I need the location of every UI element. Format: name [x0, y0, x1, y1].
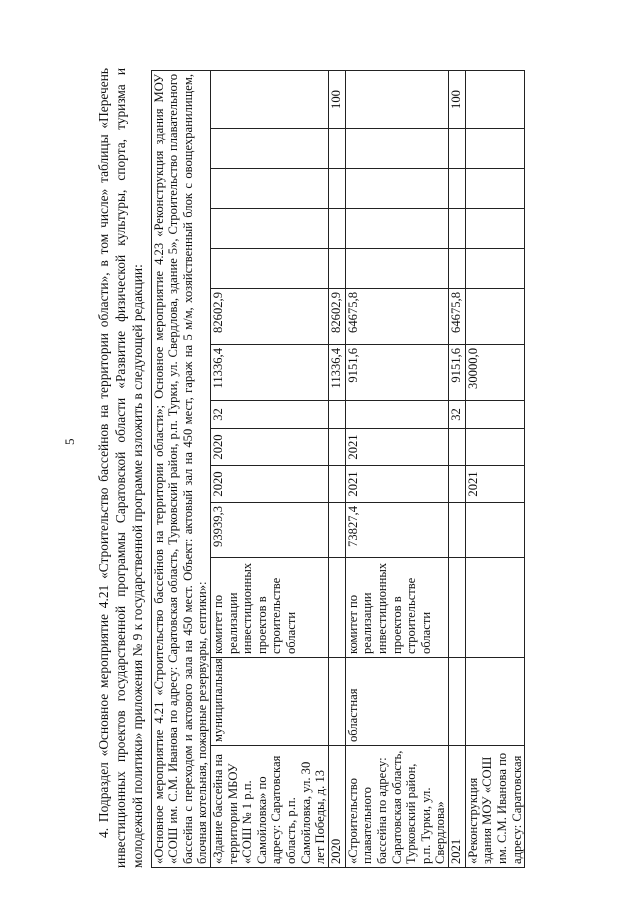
cell-value-5 — [448, 169, 465, 209]
cell-value-4 — [448, 209, 465, 249]
table-intro-row — [151, 70, 210, 867]
cell-value-4 — [345, 209, 448, 249]
cell-name: «Строительство плавательного бассейна по адресу: Саратовская область, Турковский район, р.п. Турки, ул. Свердлова» — [345, 746, 448, 868]
cell-level — [328, 658, 345, 746]
cell-value-1: 11336,4 — [210, 345, 328, 401]
cell-value-4 — [465, 209, 524, 249]
investment-projects-table — [151, 70, 526, 868]
cell-value-7: 100 — [328, 70, 345, 128]
cell-start: 2021 — [345, 466, 448, 503]
section-heading-text: 4. Подраздел «Основное мероприятие 4.21 «Строительство бассейнов на территории области», в том числе» таблицы «Перечень инвестиционных проектов государственной программы Саратовской области «Развитие физической культуры, спорта, туризма и молодежной политики» приложения № 9 к государственной программе изложить в следующей редакции: — [96, 68, 146, 868]
cell-value-2: 64675,8 — [448, 289, 465, 345]
cell-level — [465, 658, 524, 746]
cell-name: «Реконструкция здания МОУ «СОШ им. С.М. Иванова по адресу: Саратовская — [465, 746, 524, 868]
table-row — [448, 70, 465, 867]
cell-end — [448, 429, 465, 466]
cell-level — [448, 658, 465, 746]
cell-value-6 — [328, 129, 345, 169]
cell-end: 2020 — [210, 429, 328, 466]
section-heading — [95, 68, 147, 868]
cell-level: областная — [345, 658, 448, 746]
cell-value-4 — [328, 209, 345, 249]
table-row — [465, 70, 524, 867]
cell-value-1: 30000,0 — [465, 345, 524, 401]
cell-name: «Здание бассейна на территории МБОУ «СОШ № 1 р.п. Самойловка» по адресу: Саратовская область, р.п. Самойловка, ул. 30 лет Победы, д. 13 — [210, 746, 328, 868]
cell-value-2: 82602,9 — [210, 289, 328, 345]
cell-value-3 — [328, 249, 345, 289]
cell-value-2: 64675,8 — [345, 289, 448, 345]
table-intro-cell: «Основное мероприятие 4.21 «Строительство бассейнов на территории области»; Основное мероприятие 4.23 «Реконструкция здания МОУ «СОШ им. С.М. Иванова по адресу: Саратовская область, Турковский район, р.п. Турки, ул. Свердлова, здание 5», Строительство плавательного бассейна с переходом и актового зала на 450 мест. Объект: актовый зал на 450 мест, гараж на 5 м/м, хозяйственный блок с овощехранилищем, блочная котельная, пожарные резервуары, септики»: — [151, 70, 210, 867]
cell-value-3 — [465, 249, 524, 289]
cell-value-1: 9151,6 — [345, 345, 448, 401]
cell-value-6 — [345, 129, 448, 169]
cell-customer — [465, 558, 524, 658]
cell-capacity — [465, 401, 524, 429]
cell-value-6 — [465, 129, 524, 169]
cell-customer — [328, 558, 345, 658]
cell-cost: 73827,4 — [345, 503, 448, 558]
cell-capacity — [345, 401, 448, 429]
rotated-page-content — [95, 68, 640, 868]
cell-value-2: 82602,9 — [328, 289, 345, 345]
cell-value-3 — [448, 249, 465, 289]
cell-start: 2021 — [465, 466, 524, 503]
cell-name: 2020 — [328, 746, 345, 868]
cell-value-7 — [465, 70, 524, 128]
cell-value-7 — [345, 70, 448, 128]
cell-capacity: 32 — [210, 401, 328, 429]
cell-end — [328, 429, 345, 466]
cell-value-4 — [210, 209, 328, 249]
cell-customer: комитет по реализации инвестиционных проектов в строительстве области — [345, 558, 448, 658]
cell-cost: 93939,3 — [210, 503, 328, 558]
cell-cost — [465, 503, 524, 558]
cell-customer: комитет по реализации инвестиционных проектов в строительстве области — [210, 558, 328, 658]
cell-cost — [328, 503, 345, 558]
cell-level: муниципальная — [210, 658, 328, 746]
table-row — [210, 70, 328, 867]
cell-value-5 — [345, 169, 448, 209]
cell-name: 2021 — [448, 746, 465, 868]
cell-capacity: 32 — [448, 401, 465, 429]
table-row — [345, 70, 448, 867]
page-number: 5 — [62, 438, 77, 445]
cell-capacity — [328, 401, 345, 429]
cell-value-5 — [465, 169, 524, 209]
cell-value-2 — [465, 289, 524, 345]
cell-end: 2021 — [345, 429, 448, 466]
cell-value-6 — [448, 129, 465, 169]
cell-customer — [448, 558, 465, 658]
cell-value-7: 100 — [448, 70, 465, 128]
cell-value-1: 11336,4 — [328, 345, 345, 401]
cell-end — [465, 429, 524, 466]
cell-cost — [448, 503, 465, 558]
cell-start: 2020 — [210, 466, 328, 503]
cell-start — [448, 466, 465, 503]
cell-value-7 — [210, 70, 328, 128]
cell-value-5 — [210, 169, 328, 209]
cell-start — [328, 466, 345, 503]
cell-value-3 — [210, 249, 328, 289]
cell-value-1: 9151,6 — [448, 345, 465, 401]
cell-value-3 — [345, 249, 448, 289]
table-row — [328, 70, 345, 867]
cell-value-6 — [210, 129, 328, 169]
cell-value-5 — [328, 169, 345, 209]
